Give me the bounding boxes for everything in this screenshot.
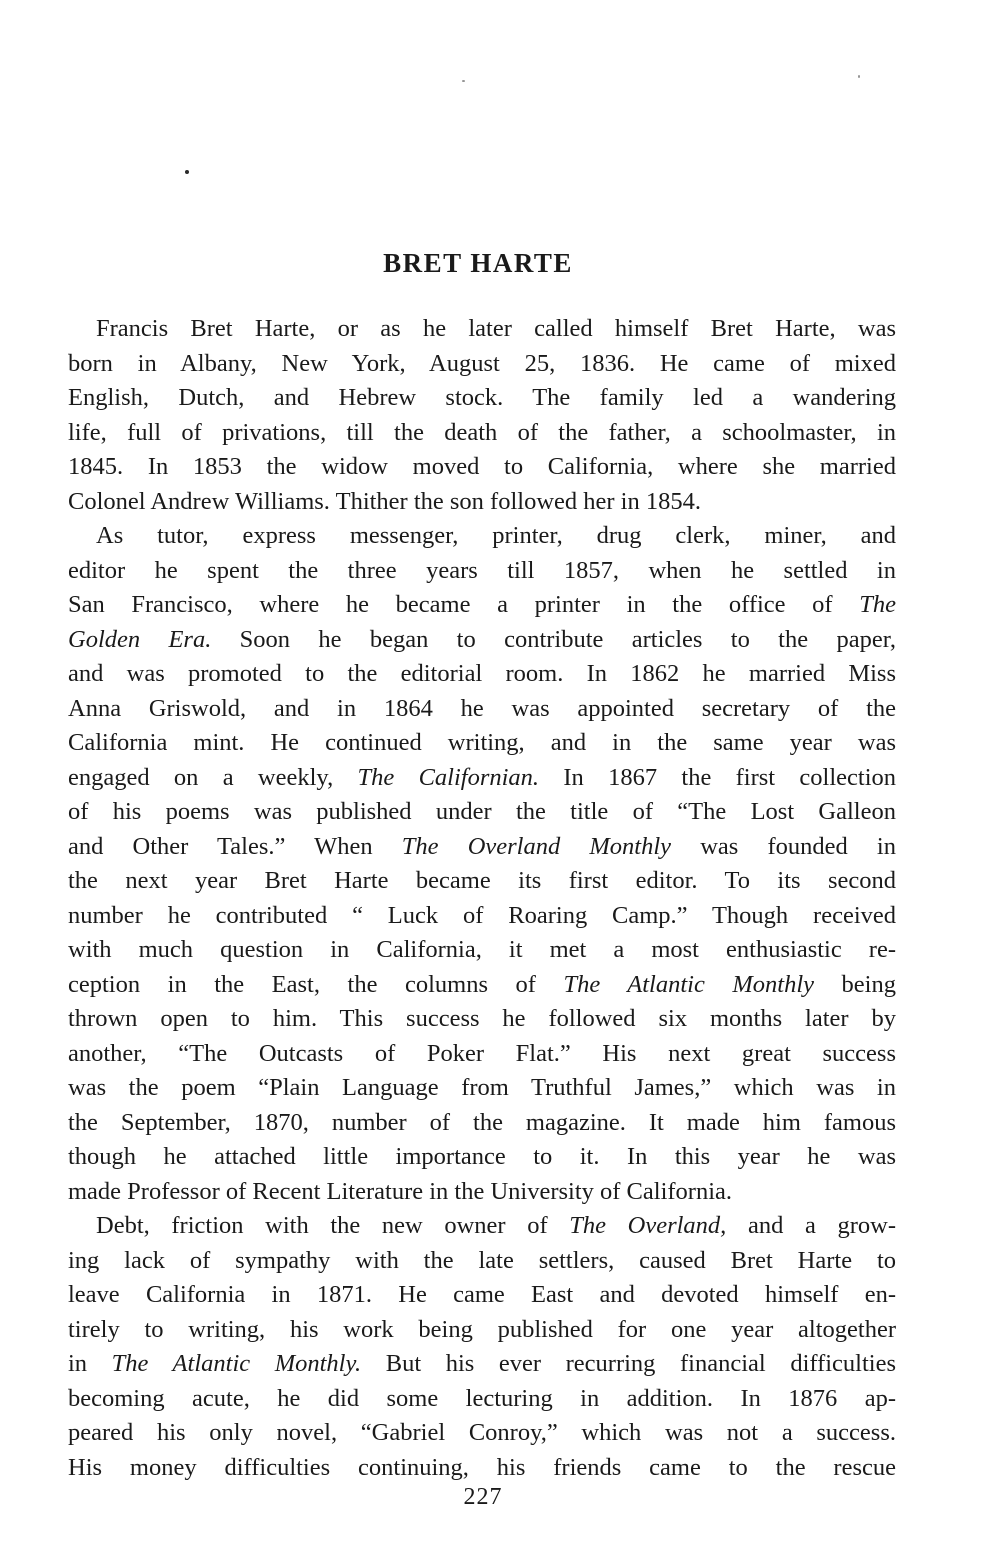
text-line: born in Albany, New York, August 25, 1836. He came of mixed bbox=[68, 349, 896, 377]
text-line: made Professor of Recent Literature in the University of California. bbox=[68, 1177, 733, 1205]
text-line: English, Dutch, and Hebrew stock. The family led a wandering bbox=[68, 384, 896, 411]
text-line: tirely to writing, his work being published for one year altogether bbox=[68, 1315, 896, 1343]
scan-speck bbox=[858, 75, 860, 78]
text-line: editor he spent the three years till 1857, when he settled in bbox=[68, 556, 896, 584]
text-line: though he attached little importance to it. In this year he was bbox=[68, 1143, 896, 1170]
text-line: peared his only novel, “Gabriel Conroy,” which was not a success. bbox=[68, 1419, 896, 1446]
text-line: with much question in California, it met a most enthusiastic re- bbox=[68, 936, 896, 963]
text-line: life, full of privations, till the death of the father, a schoolmaster, in bbox=[68, 418, 896, 446]
text-line: Debt, friction with the new owner of The Overland, and a grow- bbox=[96, 1212, 896, 1239]
text-line: San Francisco, where he became a printer in the office of The bbox=[68, 591, 896, 618]
text-line: number he contributed “ Luck of Roaring Camp.” Though received bbox=[68, 901, 896, 929]
scan-speck bbox=[462, 80, 465, 82]
page-number: 227 bbox=[463, 1484, 503, 1510]
text-line: the next year Bret Harte became its first editor. To its second bbox=[68, 867, 896, 894]
text-line: and was promoted to the editorial room. In 1862 he married Miss bbox=[68, 660, 896, 687]
text-line: His money difficulties continuing, his friends came to the rescue bbox=[68, 1453, 896, 1481]
text-line: Colonel Andrew Williams. Thither the son followed her in 1854. bbox=[68, 487, 701, 515]
text-line: leave California in 1871. He came East and devoted himself en- bbox=[68, 1281, 896, 1308]
text-line: the September, 1870, number of the magazine. It made him famous bbox=[68, 1108, 896, 1136]
text-line: in The Atlantic Monthly. But his ever recurring financial difficulties bbox=[68, 1350, 897, 1377]
text-line: and Other Tales.” When The Overland Monthly was founded in bbox=[68, 832, 896, 860]
text-line: 1845. In 1853 the widow moved to California, where she married bbox=[68, 453, 896, 480]
text-line: As tutor, express messenger, printer, drug clerk, miner, and bbox=[96, 522, 896, 549]
text-line: engaged on a weekly, The Californian. In 1867 the first collection bbox=[68, 763, 897, 791]
text-line: Francis Bret Harte, or as he later called himself Bret Harte, was bbox=[96, 315, 896, 342]
text-line: becoming acute, he did some lecturing in addition. In 1876 ap- bbox=[68, 1384, 896, 1412]
text-line: ing lack of sympathy with the late settlers, caused Bret Harte to bbox=[68, 1246, 896, 1274]
text-line: Golden Era. Soon he began to contribute articles to the paper, bbox=[68, 625, 896, 653]
chapter-title: BRET HARTE bbox=[383, 248, 573, 278]
text-line: California mint. He continued writing, and in the same year was bbox=[68, 729, 896, 756]
text-line: another, “The Outcasts of Poker Flat.” His next great success bbox=[68, 1039, 896, 1067]
text-line: ception in the East, the columns of The Atlantic Monthly being bbox=[68, 970, 896, 998]
scan-speck bbox=[185, 170, 189, 174]
text-line: thrown open to him. This success he followed six months later by bbox=[68, 1005, 896, 1032]
text-line: of his poems was published under the title of “The Lost Galleon bbox=[68, 798, 896, 825]
body-text bbox=[68, 312, 896, 1485]
text-line: was the poem “Plain Language from Truthful James,” which was in bbox=[68, 1074, 896, 1101]
text-line: Anna Griswold, and in 1864 he was appointed secretary of the bbox=[68, 694, 896, 722]
